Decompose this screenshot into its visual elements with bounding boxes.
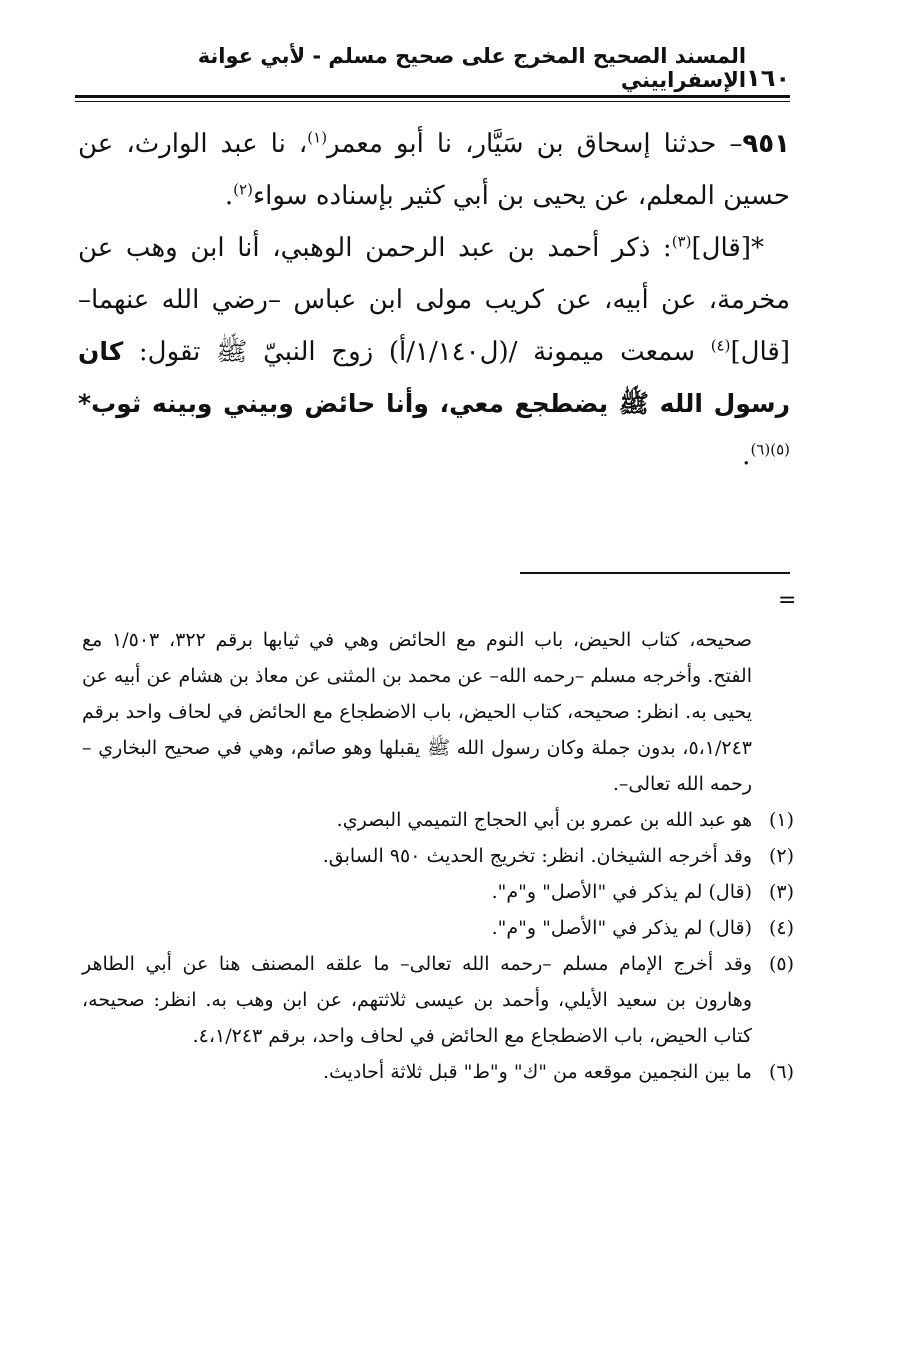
footnote-separator — [520, 572, 790, 574]
footnote-ref[interactable]: (٢) — [233, 180, 253, 199]
footnote-6 — [82, 1054, 794, 1090]
hadith-text-part: ، نا عبد الوارث، عن حسين المعلم، عن يحيى بن أبي كثير بإسناده سواء — [78, 129, 790, 211]
footnote-ref[interactable]: (٥)(٦) — [750, 440, 790, 459]
footnote-mark: (٥) — [768, 953, 794, 975]
running-header — [75, 44, 790, 92]
prophetic-saying: كان رسول الله ﷺ يضطجع معي، وأنا حائض وبيني وبينه ثوب — [78, 337, 790, 418]
footnote-text: وقد أخرجه الشيخان. انظر: تخريج الحديث ٩٥٠ السابق. — [322, 845, 752, 867]
footnote-continued: صحيحه، كتاب الحيض، باب النوم مع الحائض وهي في ثيابها برقم ٣٢٢، ١/٥٠٣ مع الفتح. وأخرجه مسلم –رحمه الله– عن محمد بن المثنى عن معاذ بن هشام عن أبيه عن يحيى به. انظر: صحيحه، كتاب الحيض، باب الاضطجاع مع الحائض في لحاف واحد برقم ٥،١/٢٤٣، بدون جملة وكان رسول الله ﷺ يقبلها وهو صائم، وهي في صحيح البخاري –رحمه الله تعالى–. — [82, 629, 752, 795]
book-title: المسند الصحيح المخرج على صحيح مسلم - لأبي عوانة الإسفراييني — [197, 44, 747, 92]
narration-text-part: . — [742, 441, 751, 471]
footnote-text: (قال) لم يذكر في "الأصل" و"م". — [491, 881, 752, 903]
footnote-text: ما بين النجمين موقعه من "ك" و"ط" قبل ثلاثة أحاديث. — [322, 1061, 752, 1083]
hadith-paragraph — [78, 118, 790, 222]
footnote-2 — [82, 838, 794, 874]
footnote-mark: (٣) — [768, 881, 794, 903]
narration-text-part: *[قال] — [691, 233, 764, 263]
hadith-text-part: – حدثنا إسحاق بن سَيَّار، نا أبو معمر — [327, 129, 743, 159]
footnote-mark: (٤) — [768, 917, 794, 939]
footnote-ref[interactable]: (١) — [307, 128, 328, 147]
footnote-mark: (١) — [768, 809, 794, 831]
hadith-number: ٩٥١ — [742, 129, 790, 159]
narration-text-part: سمعت ميمونة /(ل١/١٤٠/أ) زوج النبيّ ﷺ تقول: — [123, 337, 711, 367]
footnote-text: هو عبد الله بن عمرو بن أبي الحجاج التميمي البصري. — [336, 809, 752, 831]
header-rule-thick — [75, 95, 790, 98]
star-marker: * — [78, 389, 92, 418]
continuation-mark: = — [778, 588, 797, 613]
footnote-5 — [82, 946, 794, 1054]
footnote-4 — [82, 910, 794, 946]
narration-text-part: : ذكر أحمد بن عبد الرحمن الوهبي، أنا ابن وهب عن مخرمة، عن أبيه، عن كريب مولى ابن عباس –رضي الله عنهما– [قال] — [78, 233, 790, 367]
footnote-text: وقد أخرج الإمام مسلم –رحمه الله تعالى– ما علقه المصنف هنا عن أبي الطاهر وهارون بن سعيد الأيلي، وأحمد بن عيسى ثلاثتهم، عن ابن وهب به. انظر: صحيحه، كتاب الحيض، باب الاضطجاع مع الحائض في لحاف واحد، برقم ٤،١/٢٤٣. — [82, 953, 752, 1047]
footnote-3 — [82, 874, 794, 910]
footnote-ref[interactable]: (٣) — [671, 232, 692, 251]
footnote-1 — [82, 802, 794, 838]
main-text — [78, 118, 790, 482]
header-rule-thin — [75, 101, 790, 102]
hadith-text-part: . — [224, 181, 234, 211]
footnote-ref[interactable]: (٤) — [710, 336, 731, 355]
footnote-mark: (٢) — [768, 845, 794, 867]
page-number: ١٦٠ — [746, 64, 790, 92]
narration-paragraph — [78, 222, 790, 482]
footnote-mark: (٦) — [768, 1061, 794, 1083]
footnotes — [82, 622, 794, 1090]
footnote-text: (قال) لم يذكر في "الأصل" و"م". — [491, 917, 752, 939]
